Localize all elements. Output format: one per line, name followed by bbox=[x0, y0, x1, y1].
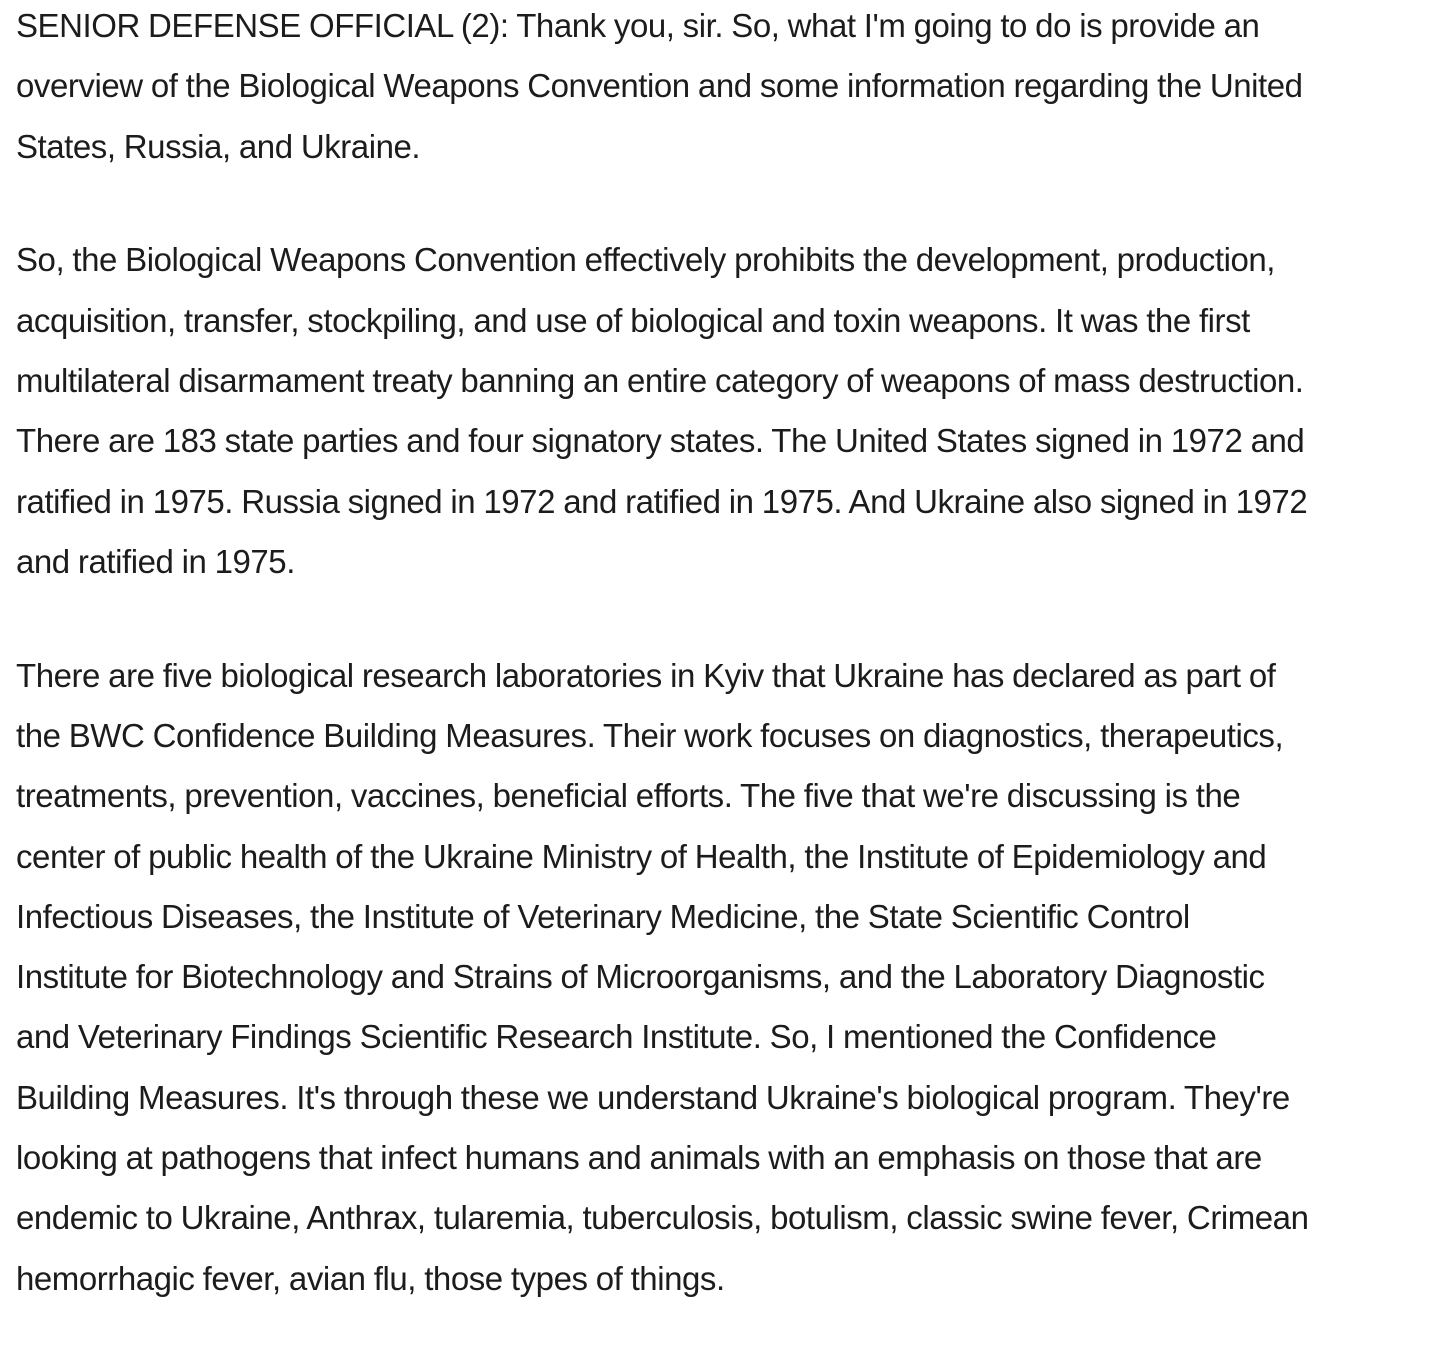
text-line: center of public health of the Ukraine Ministry of Health, the Institute of Epidemiology and bbox=[16, 837, 1267, 875]
paragraph-1 bbox=[16, 0, 1446, 177]
text-line: and ratified in 1975. bbox=[16, 542, 295, 580]
text-line: hemorrhagic fever, avian flu, those types of things. bbox=[16, 1259, 725, 1297]
text-line: acquisition, transfer, stockpiling, and use of biological and toxin weapons. It was the first bbox=[16, 301, 1250, 339]
text-line: There are five biological research laboratories in Kyiv that Ukraine has declared as part of bbox=[16, 656, 1276, 694]
text-line: So, the Biological Weapons Convention effectively prohibits the development, production, bbox=[16, 241, 1275, 279]
paragraph-3 bbox=[16, 646, 1446, 1309]
text-line: treatments, prevention, vaccines, beneficial efforts. The five that we're discussing is the bbox=[16, 777, 1241, 815]
document-body bbox=[16, 0, 1446, 1362]
text-line: States, Russia, and Ukraine. bbox=[16, 127, 421, 165]
text-line: Building Measures. It's through these we understand Ukraine's biological program. They're bbox=[16, 1078, 1290, 1116]
text-line: Institute for Biotechnology and Strains of Microorganisms, and the Laboratory Diagnostic bbox=[16, 958, 1265, 996]
paragraph-2 bbox=[16, 230, 1446, 592]
text-line: and Veterinary Findings Scientific Research Institute. So, I mentioned the Confidence bbox=[16, 1018, 1217, 1056]
text-line: the BWC Confidence Building Measures. Their work focuses on diagnostics, therapeutics, bbox=[16, 716, 1284, 754]
text-line: There are 183 state parties and four signatory states. The United States signed in 1972 and bbox=[16, 422, 1305, 460]
text-line: endemic to Ukraine, Anthrax, tularemia, tuberculosis, botulism, classic swine fever, Crimean bbox=[16, 1199, 1309, 1237]
text-line: looking at pathogens that infect humans and animals with an emphasis on those that are bbox=[16, 1139, 1262, 1177]
text-line: overview of the Biological Weapons Convention and some information regarding the United bbox=[16, 67, 1303, 105]
text-line: Infectious Diseases, the Institute of Veterinary Medicine, the State Scientific Control bbox=[16, 897, 1190, 935]
text-line: multilateral disarmament treaty banning an entire category of weapons of mass destruction. bbox=[16, 361, 1304, 399]
text-line: SENIOR DEFENSE OFFICIAL (2): Thank you, sir. So, what I'm going to do is provide an bbox=[16, 7, 1260, 44]
text-line: ratified in 1975. Russia signed in 1972 and ratified in 1975. And Ukraine also signed in 1972 bbox=[16, 482, 1308, 520]
